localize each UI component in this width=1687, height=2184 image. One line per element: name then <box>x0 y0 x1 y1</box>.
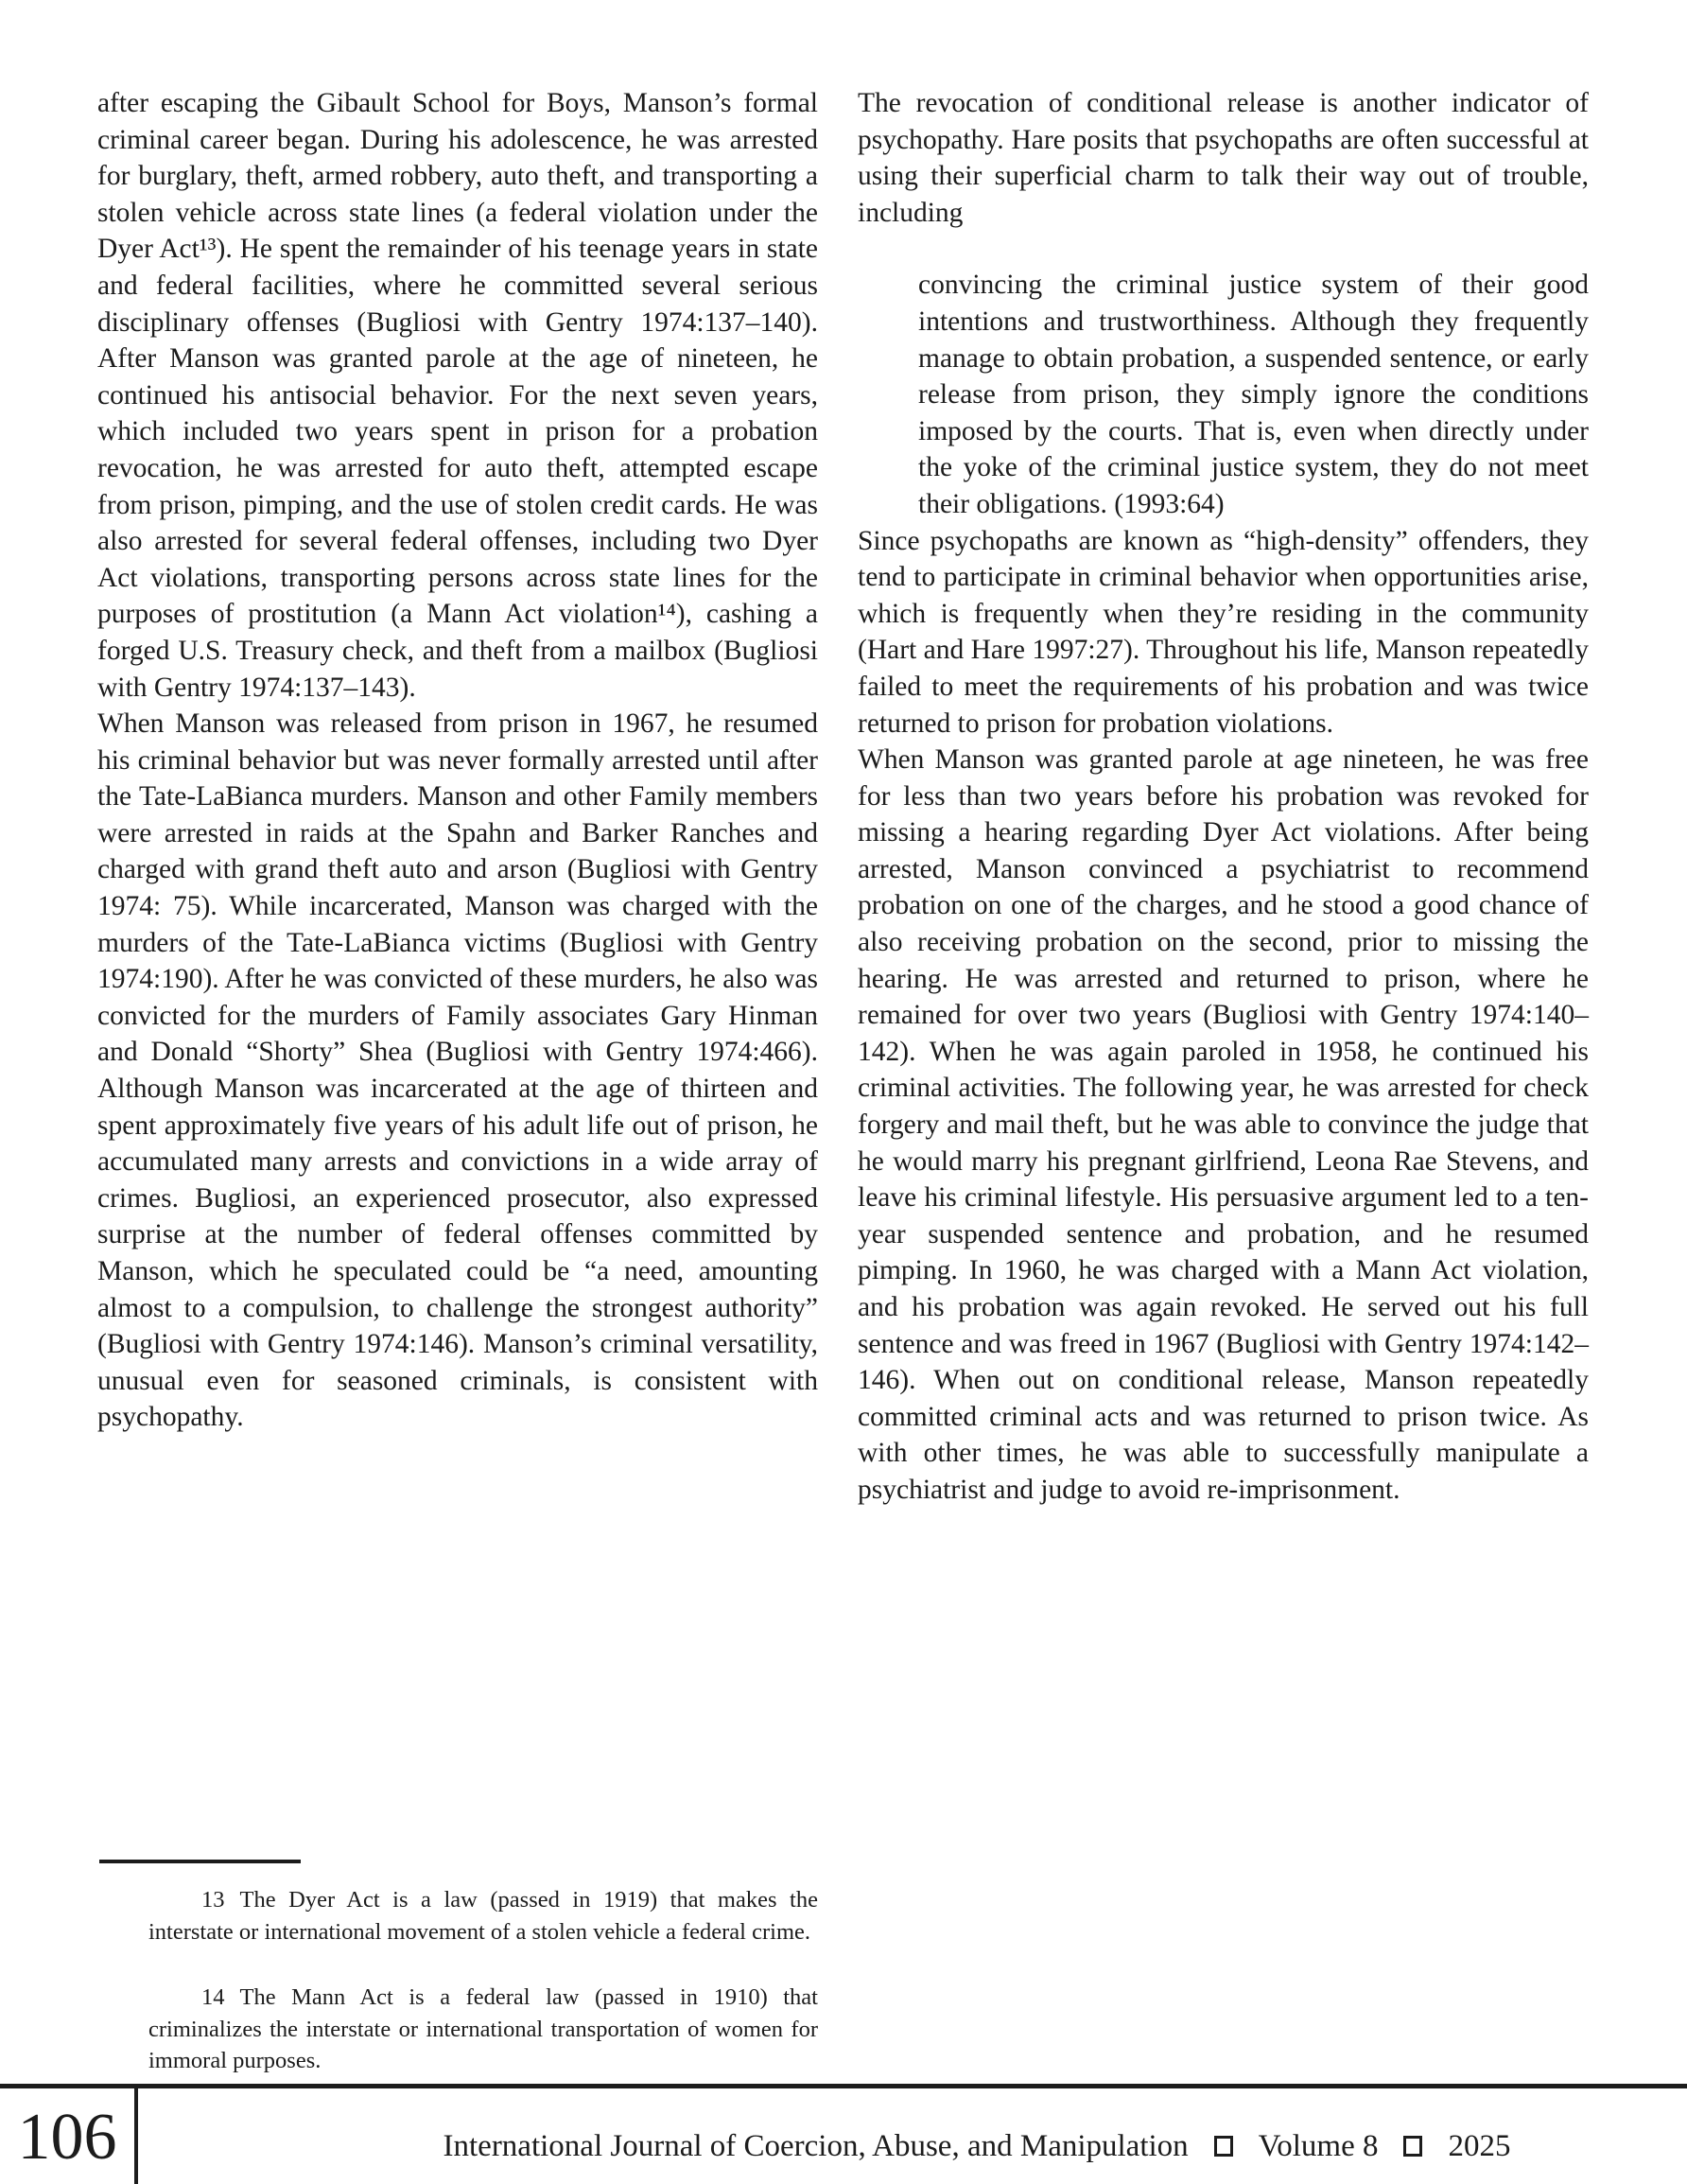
square-bullet-icon <box>1403 2136 1422 2157</box>
footnote-separator-rule <box>99 1860 301 1863</box>
footnote-13 <box>148 1884 818 1948</box>
footnote-13-text: The Dyer Act is a law (passed in 1919) that makes the interstate or international movement of a stolen vehicle a federal crime. <box>148 1887 818 1945</box>
paragraph-criminal-career: after escaping the Gibault School for Boys, Manson’s formal criminal career began. During his adolescence, he was arrested for burglary, theft, armed robbery, auto theft, and transporting a stolen vehicle across state lines (a federal violation under the Dyer Act¹³). He spent the remainder of his teenage years in state and federal facilities, where he committed several serious disciplinary offenses (Bugliosi with Gentry 1974:137–140). After Manson was granted parole at the age of nineteen, he continued his antisocial behavior. For the next seven years, which included two years spent in prison for a probation revocation, he was arrested for auto theft, attempted escape from prison, pimping, and the use of stolen credit cards. He was also arrested for several federal offenses, including two Dyer Act violations, transporting persons across state lines for the purposes of prostitution (a Mann Act violation¹⁴), cashing a forged U.S. Treasury check, and theft from a mailbox (Bugliosi with Gentry 1974:137–143). <box>97 88 818 703</box>
footnote-14-number: 14 <box>201 1984 225 2011</box>
left-column <box>97 85 818 1509</box>
journal-footer-line <box>359 2122 1594 2171</box>
paragraph-release-1967: When Manson was released from prison in 1967, he resumed his criminal behavior but was never formally arrested until after the Tate-LaBianca murders. Manson and other Family members were arrested in raids at the Spahn and Barker Ranches and charged with grand theft auto and arson (Bugliosi with Gentry 1974: 75). While incarcerated, Manson was charged with the murders of the Tate-LaBianca victims (Bugliosi with Gentry 1974:190). After he was convicted of these murders, he also was convicted for the murders of Family associates Gary Hinman and Donald “Shorty” Shea (Bugliosi with Gentry 1974:466). Although Manson was incarcerated at the age of thirteen and spent approximately five years of his adult life out of prison, he accumulated many arrests and convictions in a wide array of crimes. Bugliosi, an experienced prosecutor, also expressed surprise at the number of federal offenses committed by Manson, which he speculated could be “a need, amounting almost to a compulsion, to challenge the strongest authority” (Bugliosi with Gentry 1974:146). Manson’s criminal versatility, unusual even for seasoned criminals, is consistent with psychopathy. <box>97 708 818 1433</box>
footer-vertical-divider <box>134 2088 138 2184</box>
footnotes-section <box>97 1860 818 2077</box>
paragraph-parole-nineteen: When Manson was granted parole at age nineteen, he was free for less than two years before his probation was revoked for missing a hearing regarding Dyer Act violations. After being arrested, Manson convinced a psychiatrist to recommend probation on one of the charges, and he stood a good chance of also receiving probation on the second, prior to missing the hearing. He was arrested and returned to prison, where he remained for over two years (Bugliosi with Gentry 1974:140–142). When he was again paroled in 1958, he continued his criminal activities. The following year, he was arrested for check forgery and mail theft, but he was able to convince the judge that he would marry his pregnant girlfriend, Leona Rae Stevens, and leave his criminal lifestyle. His persuasive argument led to a ten-year suspended sentence and probation, and he resumed pimping. In 1960, he was charged with a Mann Act violation, and his probation was again revoked. He served out his full sentence and was freed in 1967 (Bugliosi with Gentry 1974:142–146). When out on conditional release, Manson repeatedly committed criminal acts and was returned to prison twice. As with other times, he was able to successfully manipulate a psychiatrist and judge to avoid re-imprisonment. <box>858 744 1589 1505</box>
year-label: 2025 <box>1448 2128 1511 2163</box>
right-column <box>858 85 1589 1509</box>
footer-horizontal-rule <box>0 2084 1687 2088</box>
footnote-14-text: The Mann Act is a federal law (passed in 1910) that criminalizes the interstate or international transportation of women for immoral purposes. <box>148 1984 818 2074</box>
footnote-14 <box>148 1982 818 2077</box>
paragraph-high-density-offenders: Since psychopaths are known as “high-density” offenders, they tend to participate in criminal behavior when opportunities arise, which is frequently when they’re residing in the community (Hart and Hare 1997:27). Throughout his life, Manson repeatedly failed to meet the requirements of his probation and was twice returned to prison for probation violations. <box>858 525 1589 739</box>
volume-label: Volume 8 <box>1258 2128 1379 2163</box>
footnote-13-number: 13 <box>201 1887 225 1913</box>
square-bullet-icon <box>1214 2136 1233 2157</box>
paragraph-revocation-intro: The revocation of conditional release is another indicator of psychopathy. Hare posits that psychopaths are often successful at using their superficial charm to talk their way out of trouble, including <box>858 88 1589 228</box>
page-number: 106 <box>17 2101 117 2174</box>
two-column-text-body <box>97 85 1589 1509</box>
block-quote-hare: convincing the criminal justice system of their good intentions and trustworthiness. Although they frequently manage to obtain probation, a suspended sentence, or early release from prison, they simply ignore the conditions imposed by the courts. That is, even when directly under the yoke of the criminal justice system, they do not meet their obligations. (1993:64) <box>918 270 1589 519</box>
journal-title: International Journal of Coercion, Abuse, and Manipulation <box>443 2128 1189 2163</box>
